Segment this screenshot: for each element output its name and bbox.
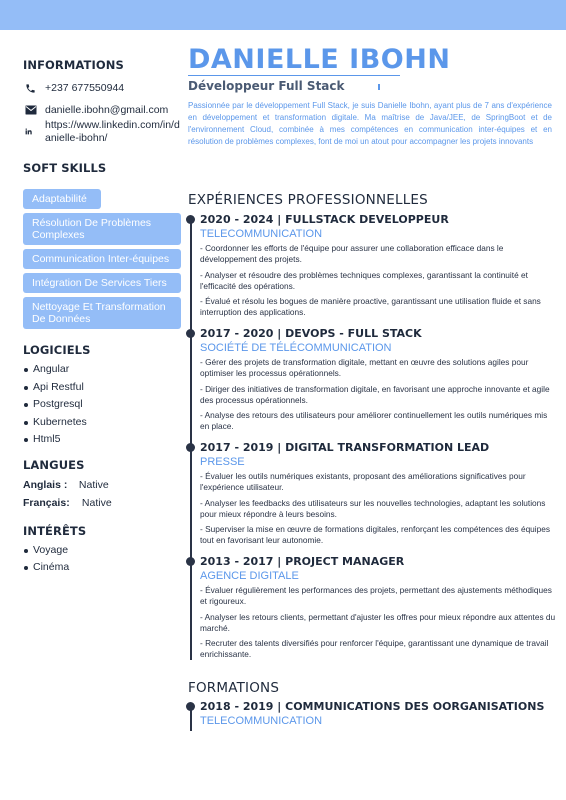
soft-skill-tag: Adaptabilité xyxy=(23,189,101,209)
soft-skill-tag: Communication Inter-équipes xyxy=(23,249,181,269)
formation-title: 2018 - 2019 | COMMUNICATIONS DES OORGANISATIONS xyxy=(200,700,545,713)
linkedin-icon xyxy=(23,119,45,135)
linkedin-url[interactable]: https://www.linkedin.com/in/danielle-ibohn/ xyxy=(45,119,180,144)
language-row xyxy=(23,476,181,494)
linkedin-row xyxy=(23,119,181,144)
top-banner xyxy=(0,0,566,30)
sidebar xyxy=(23,58,181,577)
job-title: 2017 - 2020 | DEVOPS - FULL STACK xyxy=(200,327,422,340)
formation-school: TELECOMMUNICATION xyxy=(200,715,323,727)
job-bullet: - Analyser les retours clients, permettant d'ajuster les offres pour mieux répondre aux attentes du marché. xyxy=(200,611,556,633)
language-level: Native xyxy=(78,478,109,491)
timeline-dot xyxy=(186,702,195,711)
language-row xyxy=(23,494,181,512)
list-item: Voyage xyxy=(23,542,181,560)
candidate-name: DANIELLE IBOHN xyxy=(188,44,451,75)
experience-item xyxy=(200,555,556,665)
job-bullet: - Superviser la mise en œuvre de formations digitales, renforçant les compétences des équipes tout en favorisant leur autonomie. xyxy=(200,524,551,546)
logiciels-title: LOGICIELS xyxy=(23,343,91,357)
job-bullet: - Évalué et résolu les bogues de manière proactive, garantissant une utilisation fluide et sans interruption des applications. xyxy=(200,296,541,318)
langues-title: LANGUES xyxy=(23,457,85,472)
job-bullet: - Recruter des talents diversifiés pour renforcer l'équipe, garantissant une dynamique de travail enrichissante. xyxy=(200,638,549,660)
formation-item xyxy=(200,700,556,730)
list-item: Cinéma xyxy=(23,559,181,577)
job-title: 2017 - 2019 | DIGITAL TRANSFORMATION LEAD xyxy=(200,441,490,454)
job-title: 2013 - 2017 | PROJECT MANAGER xyxy=(200,555,405,568)
email-address[interactable]: danielle.ibohn@gmail.com xyxy=(45,103,169,116)
job-company: AGENCE DIGITALE xyxy=(200,570,299,582)
mail-icon xyxy=(23,104,45,115)
timeline-dot xyxy=(186,215,195,224)
job-title: 2020 - 2024 | FULLSTACK DEVELOPPEUR xyxy=(200,213,449,226)
interets-list xyxy=(23,542,181,577)
job-company: PRESSE xyxy=(200,456,245,468)
profile-summary: Passionnée par le développement Full Stack, je suis Danielle Ibohn, ayant plus de 7 ans d'expérience en développement et transformation digitale. Ma maîtrise de Java/JEE, de SpringBoot et de l'environnement Cloud, combinée à mes compétences en communication inter-équipes et en résolution de problèmes complexes, font de moi un atout pour accompagner les projets innovants xyxy=(188,101,552,146)
job-company: SOCIÉTÉ DE TÉLÉCOMMUNICATION xyxy=(200,342,392,354)
soft-skill-tag: Résolution De Problèmes Complexes xyxy=(23,213,181,245)
phone-icon xyxy=(23,82,45,94)
soft-skills-title: SOFT SKILLS xyxy=(23,161,107,175)
job-bullet: - Analyser les feedbacks des utilisateurs sur les nouvelles technologies, adaptant les solutions pour mieux répondre à leurs besoins. xyxy=(200,497,546,519)
job-bullet: - Coordonner les efforts de l'équipe pour assurer une collaboration efficace dans le développement des projets. xyxy=(200,243,504,265)
job-bullet: - Analyser et résoudre des problèmes techniques complexes, garantissant la continuité et l'efficacité des opérations. xyxy=(200,269,528,291)
job-bullet: - Gérer des projets de transformation digitale, mettant en œuvre des solutions agiles pour optimiser les processus opérationnels. xyxy=(200,357,529,379)
name-underline xyxy=(188,75,400,76)
formations-title: FORMATIONS xyxy=(188,680,280,696)
language-label: Français: xyxy=(23,496,70,509)
timeline-dot xyxy=(186,557,195,566)
email-row xyxy=(23,104,181,117)
list-item: Kubernetes xyxy=(23,414,181,432)
list-item: Html5 xyxy=(23,431,181,449)
informations-title: INFORMATIONS xyxy=(23,58,124,72)
job-bullet: - Diriger des initiatives de transformation digitale, en favorisant une approche innovante et agile des processus opérationnels. xyxy=(200,383,550,405)
list-item: Api Restful xyxy=(23,379,181,397)
language-label: Anglais : xyxy=(23,478,68,491)
experience-item xyxy=(200,441,556,551)
job-bullet: - Analyse des retours des utilisateurs pour améliorer continuellement les outils numériques mis en place. xyxy=(200,410,548,432)
phone-number[interactable]: +237 677550944 xyxy=(45,82,125,94)
phone-row xyxy=(23,82,181,95)
experience-item xyxy=(200,327,556,437)
timeline-dot xyxy=(186,443,195,452)
language-level: Native xyxy=(81,496,112,509)
job-bullet: - Évaluer régulièrement les performances des projets, permettant des ajustements méthodiques et rigoureux. xyxy=(200,585,552,607)
job-bullet: - Évaluer les outils numériques existants, proposant des améliorations significatives pour l'expérience utilisateur. xyxy=(200,471,526,493)
list-item: Angular xyxy=(23,361,181,379)
role-marker xyxy=(378,84,380,90)
timeline-line xyxy=(190,217,192,660)
list-item: Postgresql xyxy=(23,396,181,414)
soft-skill-tag: Nettoyage Et Transformation De Données xyxy=(23,297,181,329)
experience-item xyxy=(200,213,556,323)
logiciels-list xyxy=(23,361,181,449)
experience-title: EXPÉRIENCES PROFESSIONNELLES xyxy=(188,192,428,208)
interets-title: INTÉRÊTS xyxy=(23,523,87,538)
job-role: Développeur Full Stack xyxy=(188,79,345,93)
soft-skill-tag: Intégration De Services Tiers xyxy=(23,273,181,293)
job-company: TELECOMMUNICATION xyxy=(200,228,323,240)
timeline-dot xyxy=(186,329,195,338)
